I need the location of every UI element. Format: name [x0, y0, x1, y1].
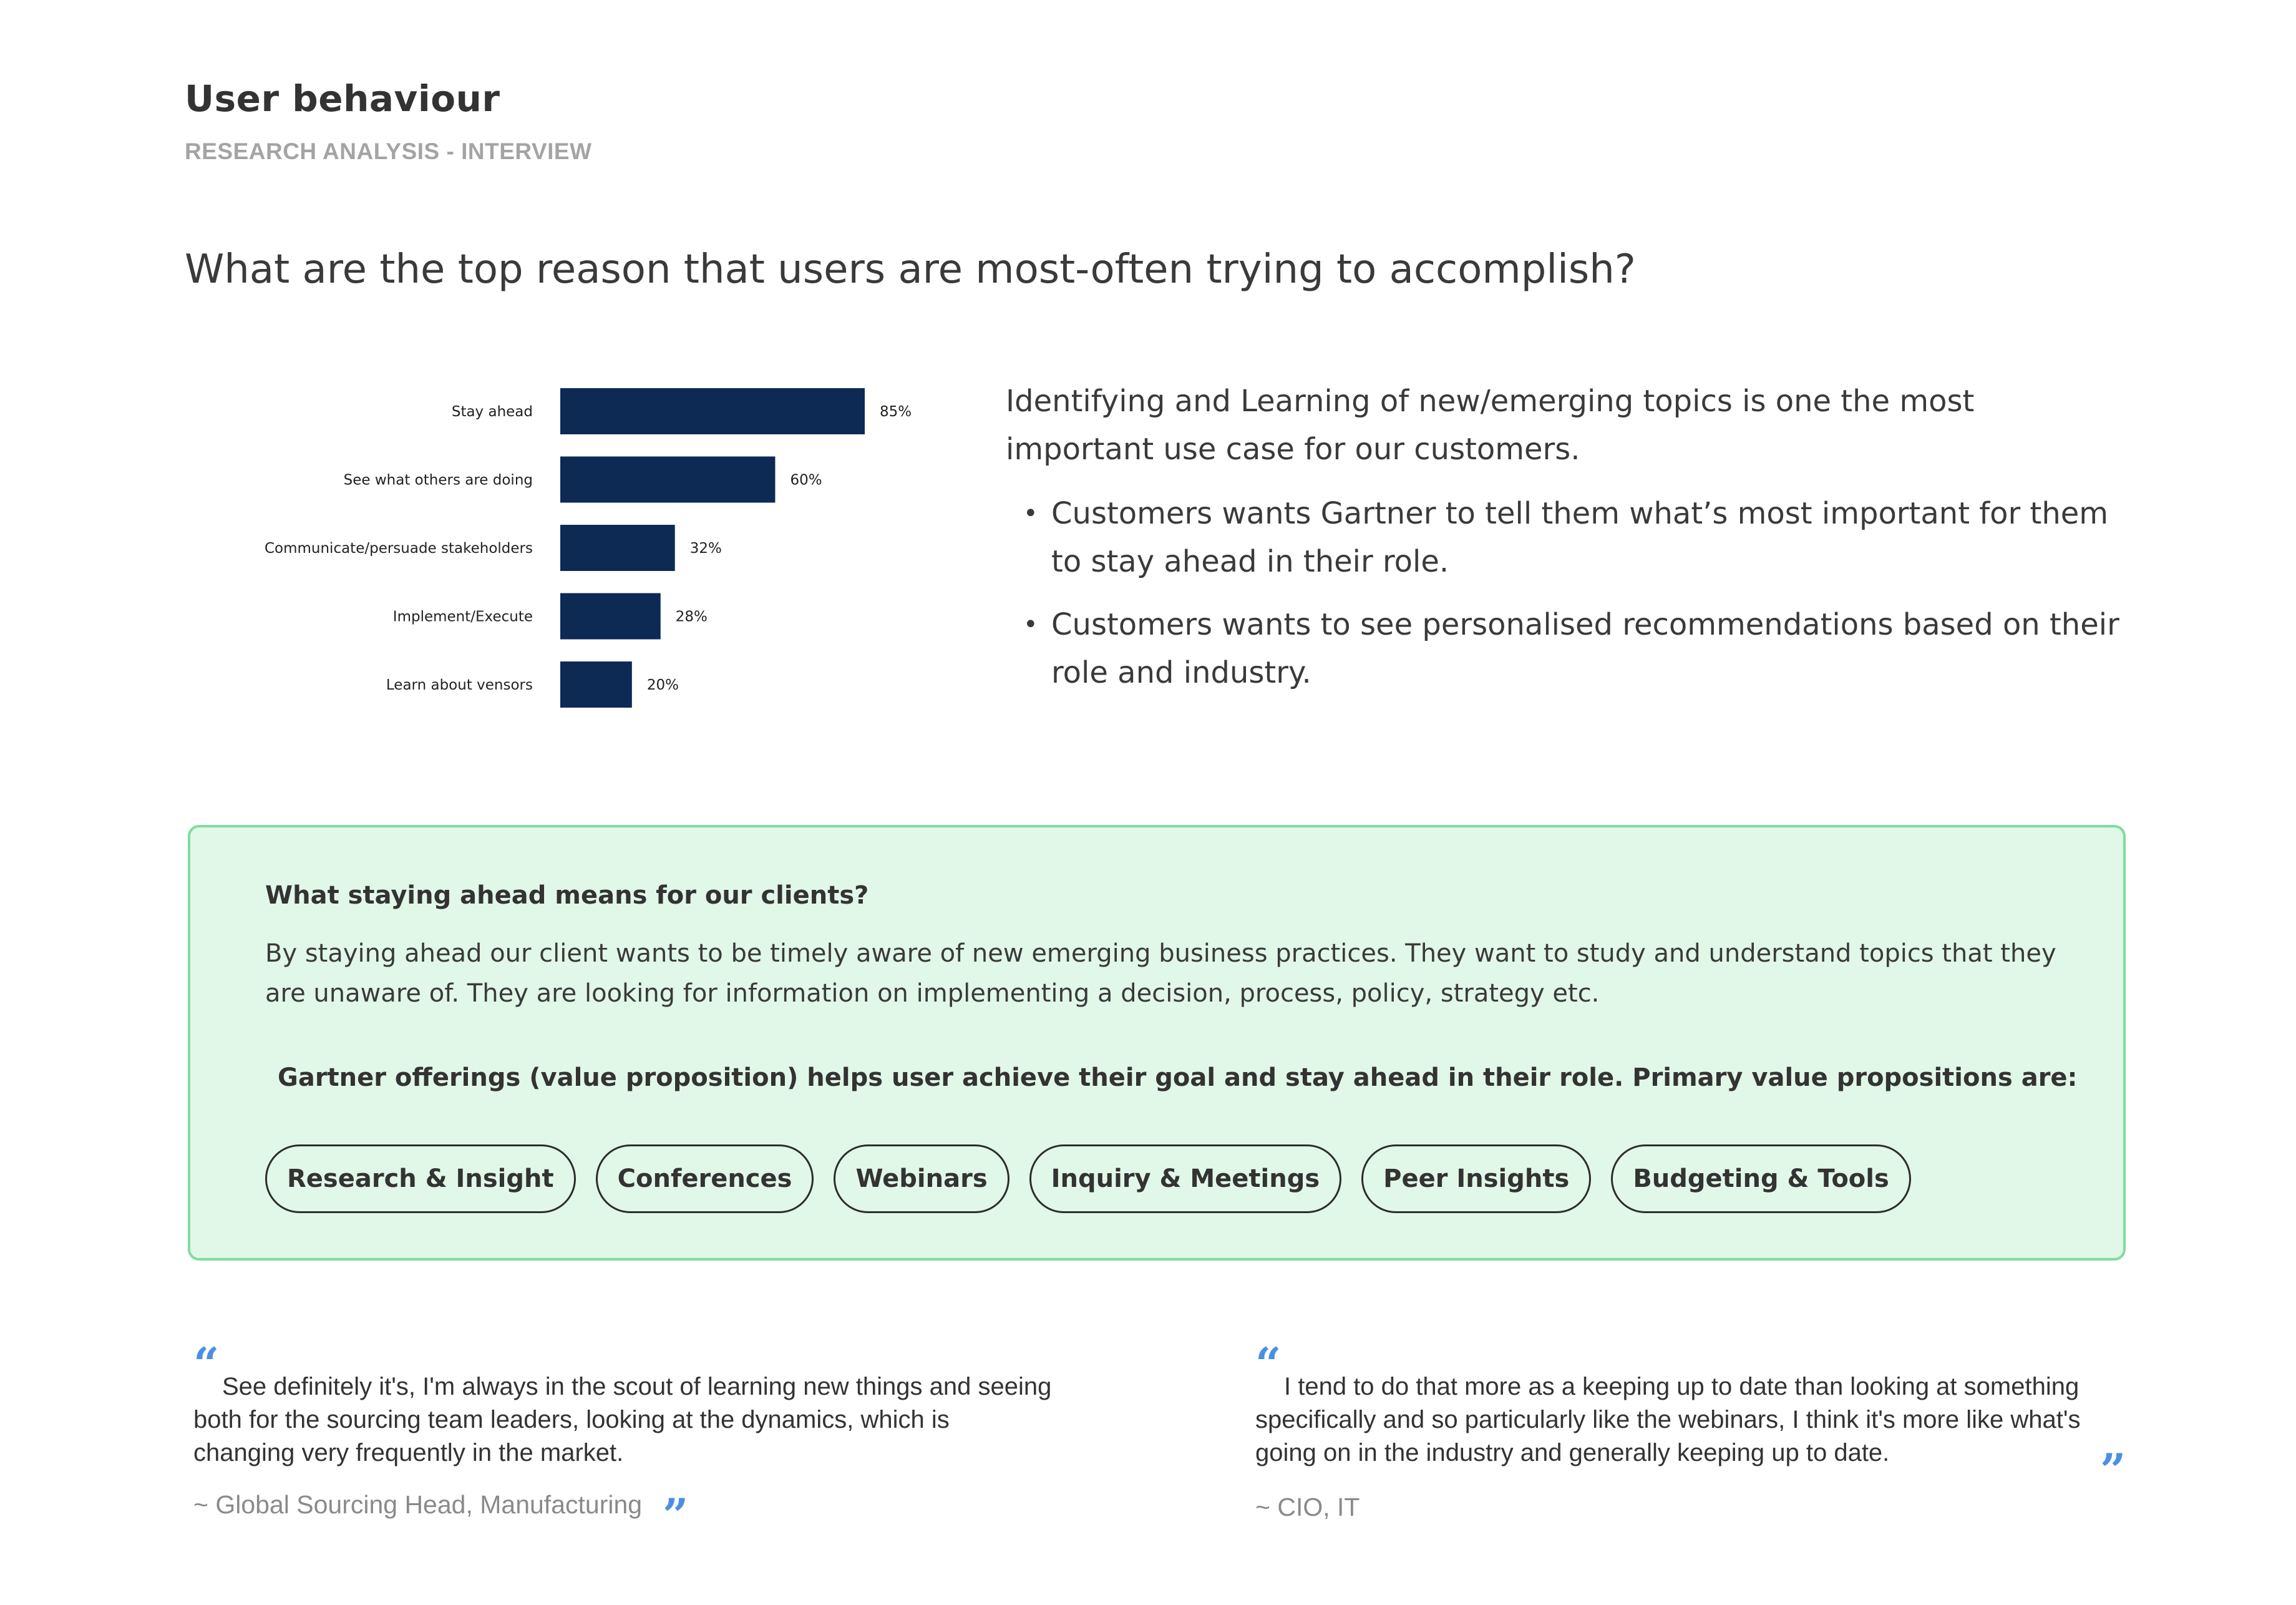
pill-research-insight[interactable]: Research & Insight [265, 1144, 576, 1213]
insight-bullet [1023, 490, 2121, 586]
research-question: What are the top reason that users are most-often trying to accomplish? [185, 246, 1636, 293]
chart-bar [560, 661, 632, 708]
chart-category-label: Stay ahead [451, 404, 533, 420]
value-proposition-pills [265, 1144, 1911, 1213]
insight-bullet-text: Customers wants to see personalised recommendations based on their role and industry. [1051, 607, 2119, 690]
reasons-bar-chart [243, 374, 942, 724]
callout-body: By staying ahead our client wants to be timely aware of new emerging business practices. They want to study and understand topics that they are unaware of. They are looking for information on implementing a decision, process, policy, strategy etc. [265, 939, 2056, 1008]
chart-value-label: 28% [675, 608, 708, 625]
insight-bullet [1023, 601, 2121, 697]
page-subtitle: RESEARCH ANALYSIS - INTERVIEW [185, 139, 592, 164]
quote-text: See definitely it's, I'm always in the scout of learning new things and seeing both for the sourcing team leaders, looking at the dynamics, which is changing very frequently in the market. [193, 1373, 1052, 1466]
quote-text: I tend to do that more as a keeping up to date than looking at something specifically and so particularly like the webinars, I think it's more like what's going on in the industry and generally keeping up to date. [1255, 1373, 2081, 1466]
pill-inquiry-meetings[interactable]: Inquiry & Meetings [1029, 1144, 1342, 1213]
page-title: User behaviour [185, 77, 500, 120]
chart-category-label: Communicate/persuade stakeholders [264, 540, 533, 557]
insight-bullet-text: Customers wants Gartner to tell them what’s most important for them to stay ahead in their role. [1051, 496, 2109, 579]
callout-question: What staying ahead means for our clients? [265, 881, 869, 910]
pill-peer-insights[interactable]: Peer Insights [1361, 1144, 1591, 1213]
chart-bar [560, 593, 661, 640]
callout-offerings-text: Gartner offerings (value proposition) helps user achieve their goal and stay ahead in their role. Primary value propositions are: [278, 1063, 2078, 1092]
pill-conferences[interactable]: Conferences [596, 1144, 814, 1213]
pill-budgeting-tools[interactable]: Budgeting & Tools [1611, 1144, 1911, 1213]
bullet-icon: • [1023, 499, 1038, 528]
chart-value-label: 60% [790, 472, 822, 489]
insight-bullets [1023, 490, 2121, 712]
chart-category-label: See what others are doing [343, 472, 533, 489]
chart-bar [560, 388, 865, 434]
close-quote-icon: ” [663, 1488, 689, 1541]
open-quote-icon: “ [193, 1337, 220, 1390]
staying-ahead-callout [188, 825, 2126, 1261]
pill-webinars[interactable]: Webinars [834, 1144, 1009, 1213]
insight-text: Identifying and Learning of new/emerging topics is one the most important use case for our customers. [1006, 384, 1975, 467]
chart-bar [560, 525, 675, 571]
chart-category-label: Learn about vensors [386, 677, 533, 693]
close-quote-icon: ” [2100, 1443, 2126, 1496]
chart-category-label: Implement/Execute [392, 608, 533, 625]
open-quote-icon: “ [1255, 1337, 1282, 1390]
chart-value-label: 20% [646, 677, 679, 693]
chart-value-label: 32% [689, 540, 722, 557]
quote-attribution: ~ Global Sourcing Head, Manufacturing [193, 1490, 643, 1519]
bullet-icon: • [1023, 610, 1038, 639]
quote-attribution: ~ CIO, IT [1255, 1493, 1360, 1521]
chart-value-label: 85% [880, 404, 912, 420]
chart-bar [560, 457, 775, 503]
